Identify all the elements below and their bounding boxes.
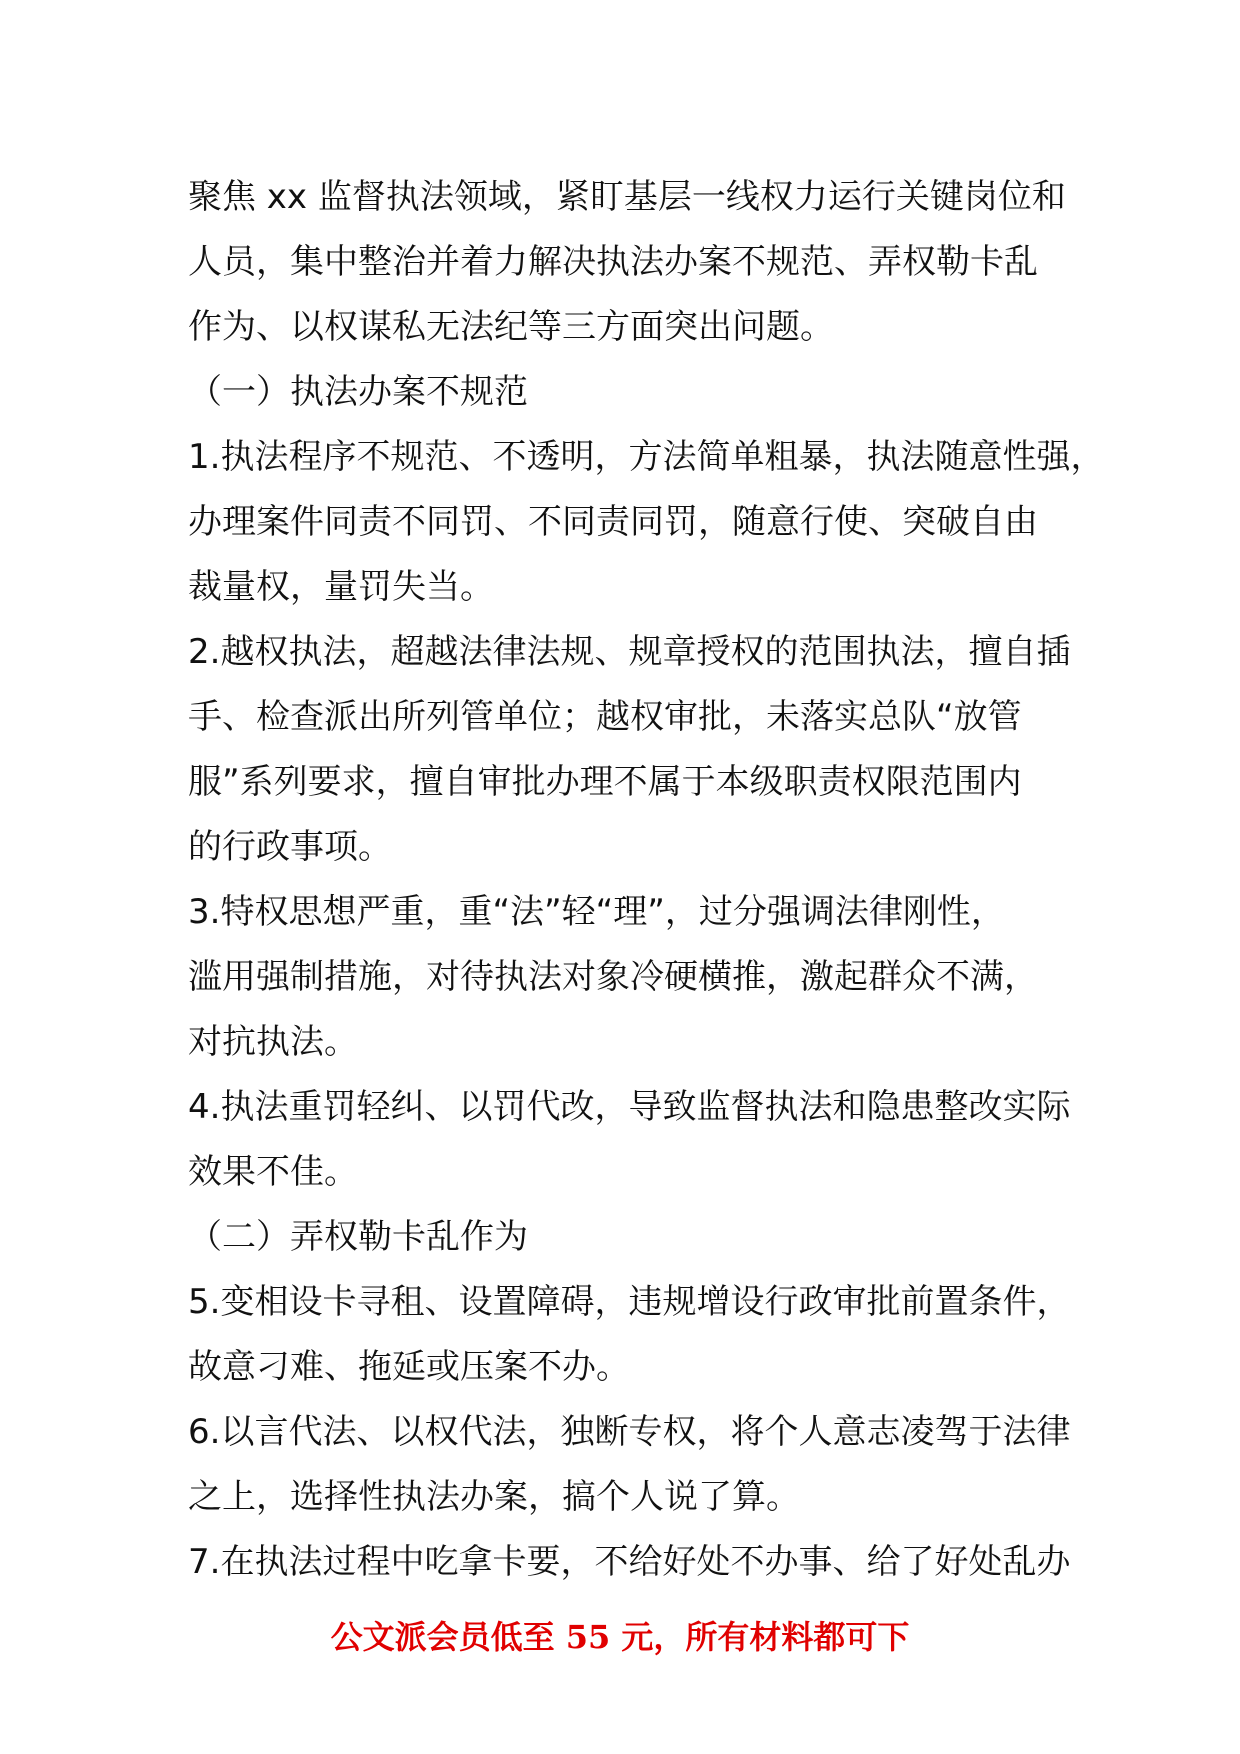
list-item-line: 裁量权，量罚失当。 (188, 567, 494, 607)
list-item-line: 的行政事项。 (188, 827, 392, 867)
list-item-line: 对抗执法。 (188, 1022, 358, 1062)
list-item-line: 3.特权思想严重，重“法”轻“理”，过分强调法律刚性， (188, 892, 1005, 932)
document-body (188, 165, 1105, 1595)
list-item-line: 服”系列要求，擅自审批办理不属于本级职责权限范围内 (188, 762, 1022, 802)
list-item-line: 故意刁难、拖延或压案不办。 (188, 1347, 630, 1387)
list-item-line: 滥用强制措施，对待执法对象冷硬横推，激起群众不满， (188, 957, 1038, 997)
list-item-line: 1.执法程序不规范、不透明，方法简单粗暴，执法随意性强， (188, 437, 1105, 477)
list-item-line: 2.越权执法，超越法律法规、规章授权的范围执法，擅自插 (188, 632, 1071, 672)
section-heading: （二）弄权勒卡乱作为 (188, 1217, 528, 1257)
list-item-line: 之上，选择性执法办案，搞个人说了算。 (188, 1477, 800, 1517)
paragraph-line: 作为、以权谋私无法纪等三方面突出问题。 (188, 307, 834, 347)
list-item-line: 5.变相设卡寻租、设置障碍，违规增设行政审批前置条件， (188, 1282, 1071, 1322)
list-item-line: 效果不佳。 (188, 1152, 358, 1192)
paragraph-line: 聚焦 xx 监督执法领域，紧盯基层一线权力运行关键岗位和 (188, 177, 1066, 217)
paragraph-line: 人员，集中整治并着力解决执法办案不规范、弄权勒卡乱 (188, 242, 1038, 282)
list-item-line: 6.以言代法、以权代法，独断专权，将个人意志凌驾于法律 (188, 1412, 1071, 1452)
list-item-line: 4.执法重罚轻纠、以罚代改，导致监督执法和隐患整改实际 (188, 1087, 1071, 1127)
section-heading: （一）执法办案不规范 (188, 372, 528, 412)
footer-ad-text: 公文派会员低至 55 元，所有材料都可下 (330, 1618, 910, 1656)
list-item-line: 办理案件同责不同罚、不同责同罚，随意行使、突破自由 (188, 502, 1038, 542)
list-item-line: 7.在执法过程中吃拿卡要，不给好处不办事、给了好处乱办 (188, 1542, 1071, 1582)
list-item-line: 手、检查派出所列管单位；越权审批，未落实总队“放管 (188, 697, 1022, 737)
